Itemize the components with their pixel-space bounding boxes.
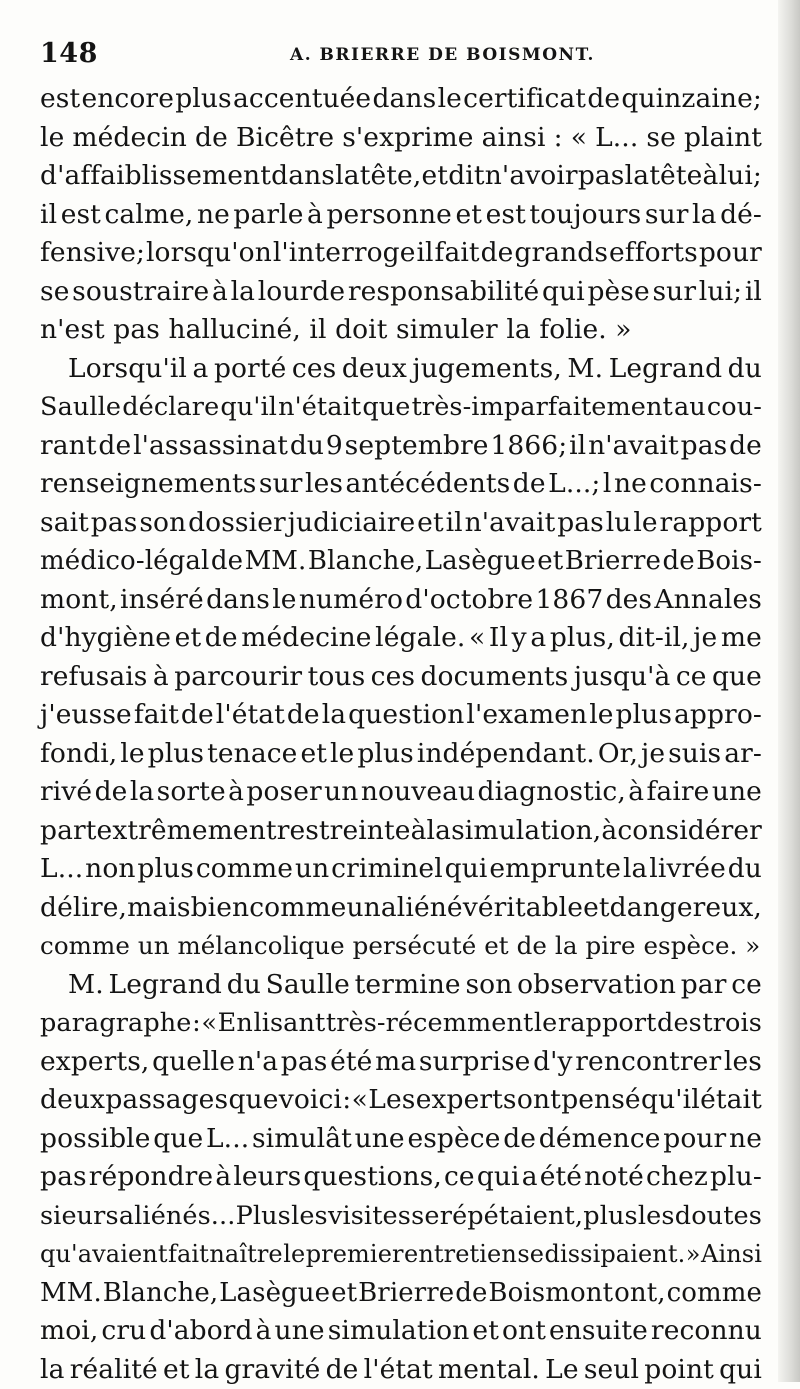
page-number: 148 <box>40 38 98 69</box>
text-line: moi, cru d'abord à une simulation et ont ensuite reconnu <box>40 1312 762 1351</box>
text-line: j'eusse fait de l'état de la question l'examen le plus appro- <box>40 696 762 735</box>
body-text <box>40 80 762 1389</box>
text-line: il est calme, ne parle à personne et est toujours sur la dé- <box>40 196 762 235</box>
text-line: sait pas son dossier judiciaire et il n'avait pas lu le rapport <box>40 504 762 543</box>
text-line: pas répondre à leurs questions, ce qui a été noté chez plu- <box>40 1158 762 1197</box>
text-line: mont, inséré dans le numéro d'octobre 1867 des Annales <box>40 581 762 620</box>
text-line: L... non plus comme un criminel qui emprunte la livrée du <box>40 850 762 889</box>
text-line: experts, quelle n'a pas été ma surprise d'y rencontrer les <box>40 1043 762 1082</box>
text-line: fondi, le plus tenace et le plus indépendant. Or, je suis ar- <box>40 735 762 774</box>
page-header <box>40 38 760 74</box>
text-line: MM. Blanche, Lasègue et Brierre de Boismont ont, comme <box>40 1274 762 1313</box>
text-line: le médecin de Bicêtre s'exprime ainsi : « L... se plaint <box>40 119 762 158</box>
text-line: d'affaiblissement dans la tête, et dit n'avoir pas la tête à lui; <box>40 157 762 196</box>
text-line: délire, mais bien comme un aliéné véritable et dangereux, <box>40 889 762 928</box>
text-line: rivé de la sorte à poser un nouveau diagnostic, à faire une <box>40 773 762 812</box>
text-line: Saulle déclare qu'il n'était que très-imparfaitement au cou- <box>40 388 762 427</box>
paragraph-start-line: Lorsqu'il a porté ces deux jugements, M. Legrand du <box>40 350 762 389</box>
text-line: comme un mélancolique persécuté et de la pire espèce. » <box>40 927 762 966</box>
text-line: part extrêmement restreinte à la simulation, à considérer <box>40 812 762 851</box>
page-edge <box>778 0 800 1382</box>
text-line: n'est pas halluciné, il doit simuler la folie. » <box>40 311 762 350</box>
text-line: sieurs aliénés... Plus les visites se répétaient, plus les doutes <box>40 1197 762 1236</box>
text-line: possible que L... simulât une espèce de démence pour ne <box>40 1120 762 1159</box>
text-line: se soustraire à la lourde responsabilité qui pèse sur lui; il <box>40 273 762 312</box>
text-line: la réalité et la gravité de l'état mental. Le seul point qui <box>40 1351 762 1389</box>
text-line: qu'avaient fait naître le premier entretien se dissipaient. » Ainsi <box>40 1235 762 1274</box>
text-line: est encore plus accentuée dans le certificat de quinzaine; <box>40 80 762 119</box>
text-line: renseignements sur les antécédents de L...; l ne connais- <box>40 465 762 504</box>
text-line: rant de l'assassinat du 9 septembre 1866; il n'avait pas de <box>40 427 762 466</box>
text-line: fensive; lorsqu'on l'interroge il fait de grands efforts pour <box>40 234 762 273</box>
paragraph-start-line: M. Legrand du Saulle termine son observation par ce <box>40 966 762 1005</box>
text-line: paragraphe : « En lisant très-récemment le rapport des trois <box>40 1004 762 1043</box>
running-title: A. BRIERRE DE BOISMONT. <box>290 45 595 65</box>
text-line: deux passages que voici : « Les experts ont pensé qu'il était <box>40 1081 762 1120</box>
text-line: d'hygiène et de médecine légale. « Il y a plus, dit-il, je me <box>40 619 762 658</box>
text-line: refusais à parcourir tous ces documents jusqu'à ce que <box>40 658 762 697</box>
text-line: médico-légal de MM. Blanche, Lasègue et Brierre de Bois- <box>40 542 762 581</box>
